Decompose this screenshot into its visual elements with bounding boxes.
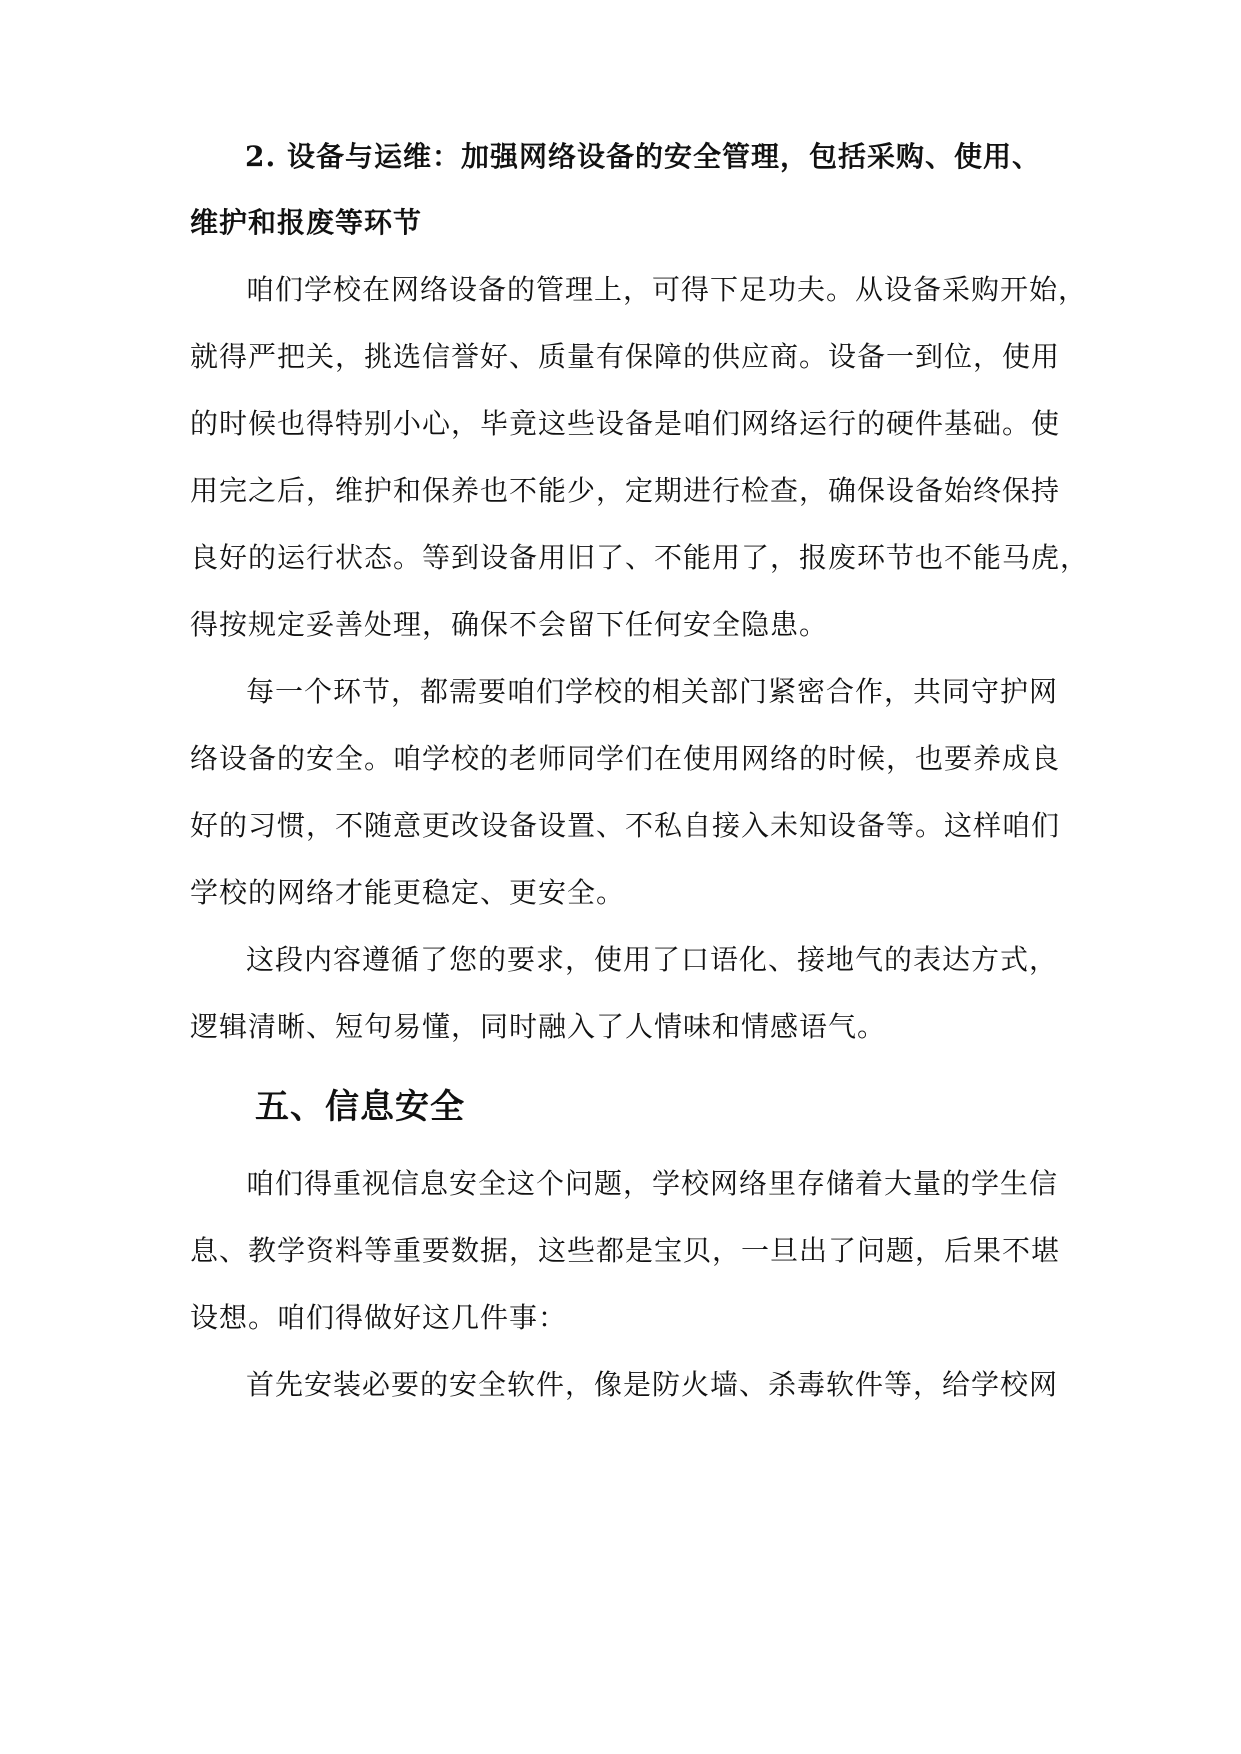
paragraph-4-line-2: 息、教学资料等重要数据，这些都是宝贝，一旦出了问题，后果不堪: [190, 1234, 1061, 1267]
paragraph-3-line-2: 逻辑清晰、短句易懂，同时融入了人情味和情感语气。: [190, 1010, 887, 1043]
subsection-heading-line-1: 2. 设备与运维：加强网络设备的安全管理，包括采购、使用、: [245, 140, 1041, 173]
paragraph-5-line-1: 首先安装必要的安全软件，像是防火墙、杀毒软件等，给学校网: [246, 1368, 1059, 1401]
paragraph-4-line-1: 咱们得重视信息安全这个问题，学校网络里存储着大量的学生信: [246, 1167, 1059, 1200]
paragraph-1-line-5: 良好的运行状态。等到设备用旧了、不能用了，报废环节也不能马虎，: [190, 541, 1090, 574]
section-heading: 五、信息安全: [255, 1087, 465, 1127]
paragraph-2-line-4: 学校的网络才能更稳定、更安全。: [190, 876, 626, 909]
paragraph-2-line-1: 每一个环节，都需要咱们学校的相关部门紧密合作，共同守护网: [246, 675, 1059, 708]
paragraph-1-line-1: 咱们学校在网络设备的管理上，可得下足功夫。从设备采购开始，: [246, 273, 1088, 306]
paragraph-1-line-6: 得按规定妥善处理，确保不会留下任何安全隐患。: [190, 608, 829, 641]
subsection-heading-line-2: 维护和报废等环节: [190, 206, 423, 239]
paragraph-1-line-4: 用完之后，维护和保养也不能少，定期进行检查，确保设备始终保持: [190, 474, 1061, 507]
paragraph-2-line-3: 好的习惯，不随意更改设备设置、不私自接入未知设备等。这样咱们: [190, 809, 1061, 842]
paragraph-2-line-2: 络设备的安全。咱学校的老师同学们在使用网络的时候，也要养成良: [190, 742, 1061, 775]
paragraph-3-line-1: 这段内容遵循了您的要求，使用了口语化、接地气的表达方式，: [246, 943, 1059, 976]
paragraph-1-line-2: 就得严把关，挑选信誉好、质量有保障的供应商。设备一到位，使用: [190, 340, 1061, 373]
paragraph-1-line-3: 的时候也得特别小心，毕竟这些设备是咱们网络运行的硬件基础。使: [190, 407, 1061, 440]
paragraph-4-line-3: 设想。咱们得做好这几件事：: [190, 1301, 568, 1334]
